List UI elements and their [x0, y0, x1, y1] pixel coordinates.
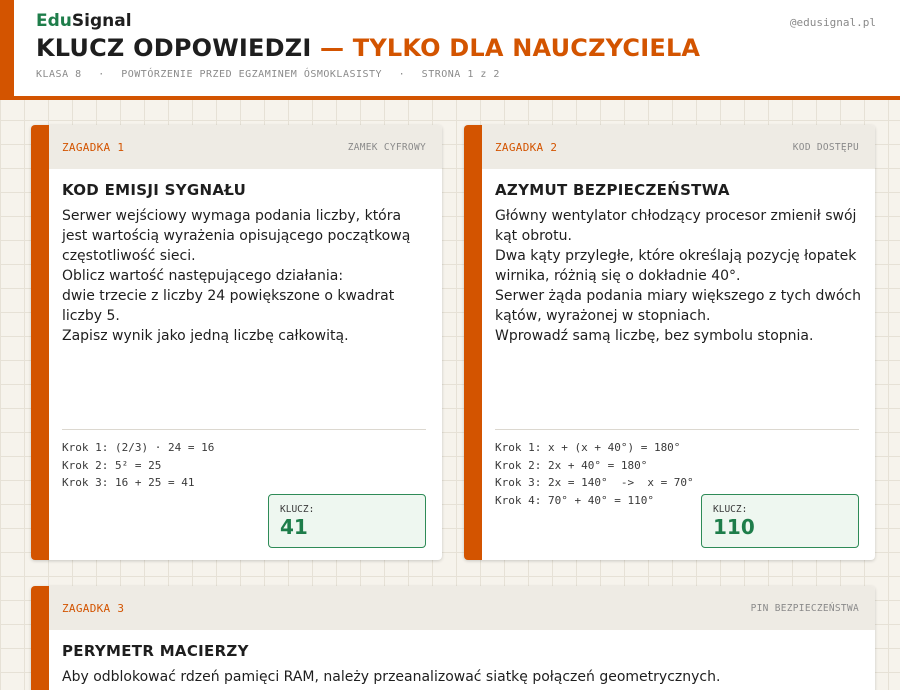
body-line: kąt obrotu.: [495, 228, 572, 244]
brand-logo: [36, 11, 132, 31]
puzzle-title: AZYMUT BEZPIECZEŃSTWA: [495, 181, 730, 199]
meta-page: STRONA 1 z 2: [421, 69, 500, 80]
solution-step: Krok 2: 5² = 25: [62, 458, 162, 472]
puzzle-card-2: [464, 125, 875, 560]
body-line: dwie trzecie z liczby 24 powiększone o kwadrat: [62, 288, 395, 304]
divider: [495, 429, 859, 430]
meta-separator: ·: [98, 69, 105, 80]
solution-step: Krok 3: 2x = 140° -> x = 70°: [495, 476, 694, 489]
meta-topic: POWTÓRZENIE PRZED EGZAMINEM ÓSMOKLASISTY: [121, 69, 383, 80]
body-line: Dwa kąty przyległe, które określają pozycję łopatek: [495, 248, 857, 264]
puzzle-type: PIN BEZPIECZEŃSTWA: [750, 602, 859, 614]
title-main: KLUCZ ODPOWIEDZI: [36, 34, 312, 62]
solution-step: Krok 4: 70° + 40° = 110°: [495, 493, 654, 507]
body-line: Aby odblokować rdzeń pamięci RAM, należy przeanalizować siatkę połączeń geometrycznych.: [62, 669, 721, 685]
title-accent: — TYLKO DLA NAUCZYCIELA: [320, 34, 701, 62]
puzzle-number: ZAGADKA 1: [62, 140, 125, 154]
brand-part-2: Signal: [71, 11, 132, 31]
solution-step: Krok 3: 16 + 25 = 41: [62, 476, 195, 489]
solution-step: Krok 1: (2/3) · 24 = 16: [62, 441, 215, 454]
solution-steps: [495, 439, 694, 509]
body-line: Oblicz wartość następującego działania:: [62, 268, 344, 284]
meta-grade: KLASA 8: [36, 69, 82, 80]
puzzle-body: [62, 206, 410, 346]
puzzle-card-1: [31, 125, 442, 560]
puzzle-body: [62, 667, 720, 687]
meta-separator: ·: [398, 69, 406, 80]
card-header: [49, 586, 875, 630]
solution-steps: [62, 439, 214, 492]
body-line: Serwer żąda podania miary większego z tych dwóch: [495, 288, 861, 304]
puzzle-body: [495, 206, 861, 346]
body-line: Serwer wejściowy wymaga podania liczby, która: [62, 208, 402, 224]
answer-value: 110: [713, 515, 755, 539]
body-line: Wprowadź samą liczbę, bez symbolu stopnia.: [495, 328, 814, 344]
page-header: [0, 0, 900, 100]
card-header: [482, 125, 875, 169]
body-line: Główny wentylator chłodzący procesor zmienił swój: [495, 208, 857, 224]
meta-line: [36, 69, 500, 80]
puzzle-title: KOD EMISJI SYGNAŁU: [62, 181, 247, 199]
answer-box: [701, 494, 859, 548]
puzzle-title: PERYMETR MACIERZY: [62, 642, 249, 660]
answer-label: KLUCZ:: [713, 504, 748, 515]
puzzle-number: ZAGADKA 3: [62, 601, 125, 615]
body-line: jest wartością wyrażenia opisującego początkową: [62, 228, 411, 244]
puzzle-card-3: [31, 586, 875, 690]
body-line: wirnika, różnią się o dokładnie 40°.: [495, 268, 741, 284]
body-line: liczby 5.: [62, 308, 120, 324]
body-line: częstotliwość sieci.: [62, 248, 196, 264]
body-line: Zapisz wynik jako jedną liczbę całkowitą.: [62, 328, 349, 344]
answer-label: KLUCZ:: [280, 504, 315, 515]
solution-step: Krok 1: x + (x + 40°) = 180°: [495, 441, 681, 454]
puzzle-type: ZAMEK CYFROWY: [347, 141, 426, 153]
page-title: [36, 34, 700, 62]
card-header: [49, 125, 442, 169]
brand-part-1: Edu: [36, 11, 72, 31]
social-handle: @edusignal.pl: [789, 16, 876, 29]
puzzle-number: ZAGADKA 2: [495, 140, 558, 154]
answer-value: 41: [280, 515, 308, 539]
answer-box: [268, 494, 426, 548]
solution-step: Krok 2: 2x + 40° = 180°: [495, 458, 648, 472]
body-line: kątów, wyrażonej w stopniach.: [495, 308, 711, 324]
puzzle-type: KOD DOSTĘPU: [792, 141, 859, 153]
divider: [62, 429, 426, 430]
